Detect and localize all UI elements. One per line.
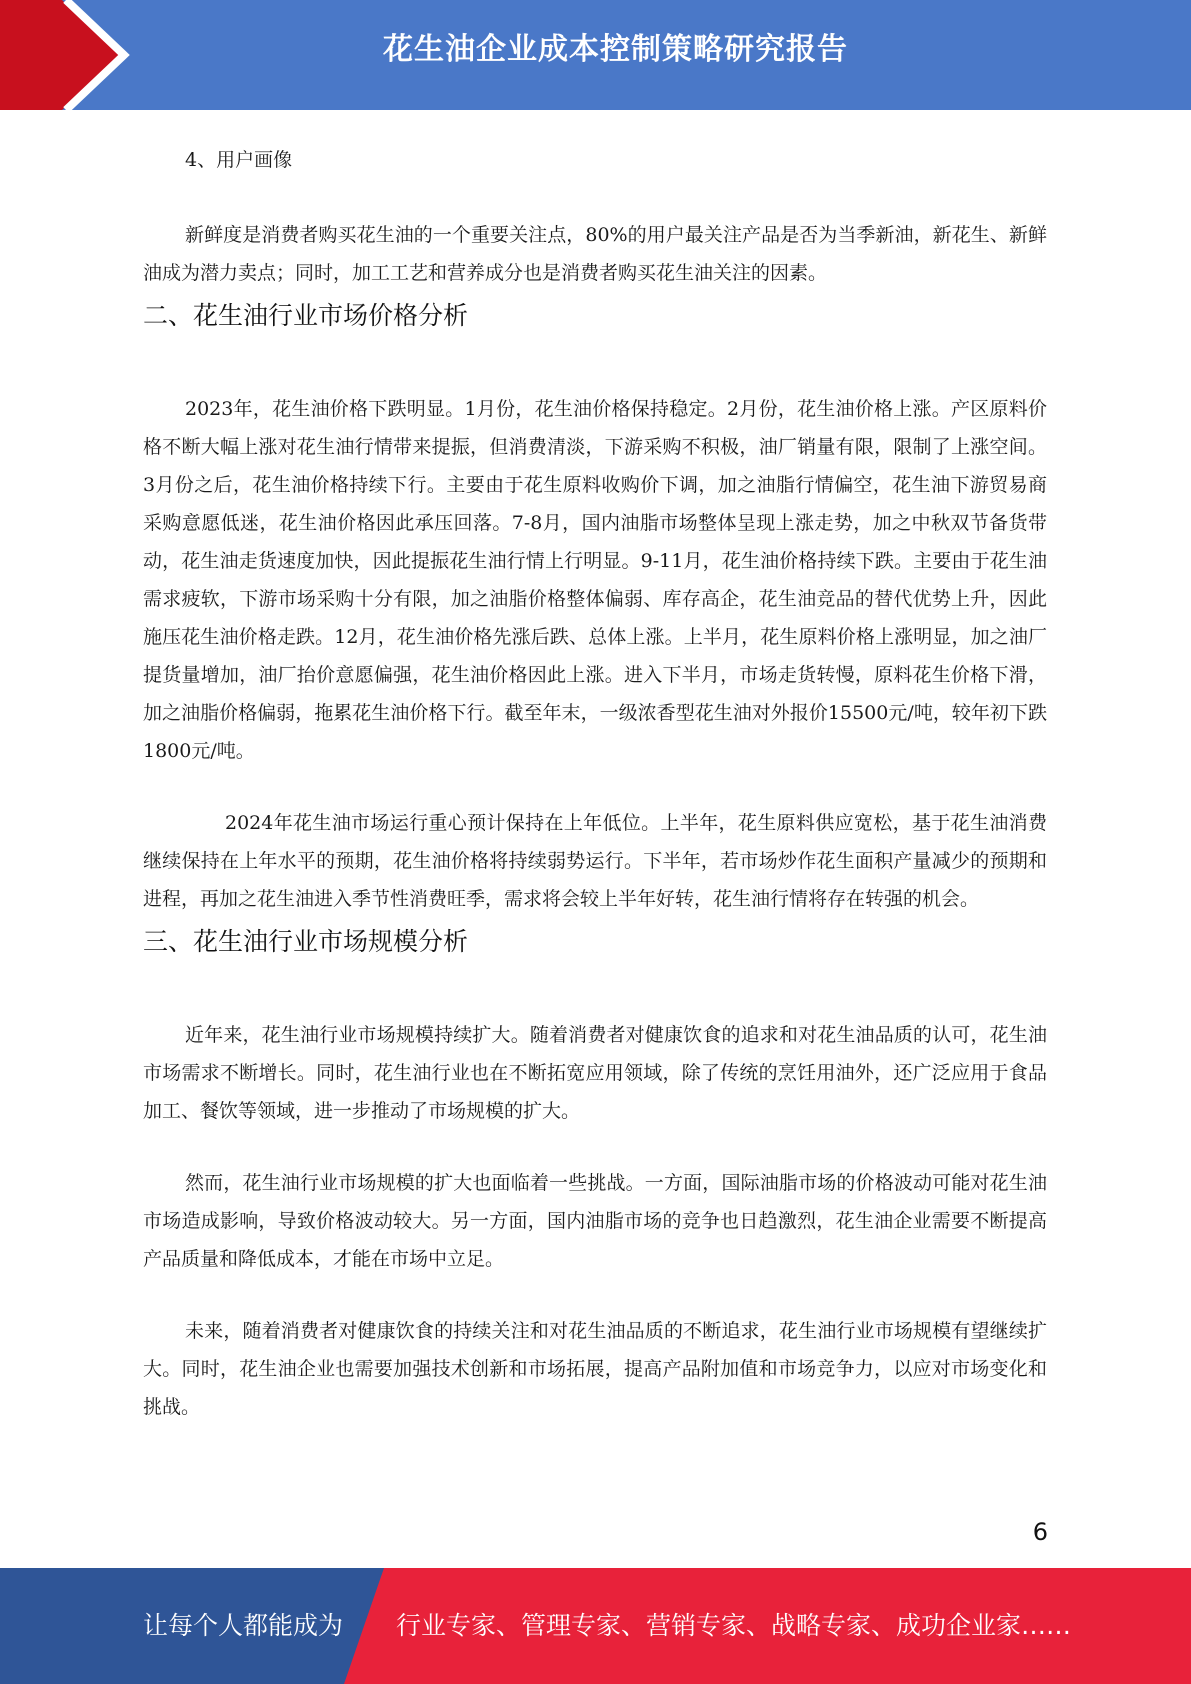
footer-slogan-left: 让每个人都能成为 bbox=[143, 1611, 344, 1640]
page-footer bbox=[0, 1568, 1191, 1684]
section-heading-price-analysis: 二、花生油行业市场价格分析 bbox=[143, 301, 469, 330]
paragraph-2023-prices: 2023年，花生油价格下跌明显。1月份，花生油价格保持稳定。2月份，花生油价格上涨。产区原料价格不断大幅上涨对花生油行情带来提振，但消费清淡，下游采购不积极，油厂销量有限，限制了上涨空间。3月份之后，花生油价格持续下行。主要由于花生原料收购价下调，加之油脂行情偏空，花生油下游贸易商采购意愿低迷，花生油价格因此承压回落。7-8月，国内油脂市场整体呈现上涨走势，加之中秋双节备货带动，花生油走货速度加快，因此提振花生油行情上行明显。9-11月，花生油价格持续下跌。主要由于花生油需求疲软，下游市场采购十分有限，加之油脂价格整体偏弱、库存高企，花生油竞品的替代优势上升，因此施压花生油价格走跌。12月，花生油价格先涨后跌、总体上涨。上半月，花生原料价格上涨明显，加之油厂提货量增加，油厂抬价意愿偏强，花生油价格因此上涨。进入下半月，市场走货转慢，原料花生价格下滑，加之油脂价格偏弱，拖累花生油价格下行。截至年末，一级浓香型花生油对外报价15500元/吨，较年初下跌1800元/吨。 bbox=[143, 398, 1047, 762]
page-header bbox=[0, 0, 1191, 110]
document-body bbox=[143, 130, 1047, 1426]
page-number: 6 bbox=[1032, 1518, 1048, 1546]
paragraph-market-future: 未来，随着消费者对健康饮食的持续关注和对花生油品质的不断追求，花生油行业市场规模有望继续扩大。同时，花生油企业也需要加强技术创新和市场拓展，提高产品附加值和市场竞争力，以应对市场变化和挑战。 bbox=[143, 1320, 1047, 1418]
report-title: 花生油企业成本控制策略研究报告 bbox=[383, 32, 848, 67]
subheading-user-profile: 4、用户画像 bbox=[185, 149, 293, 171]
paragraph-2024-outlook: 2024年花生油市场运行重心预计保持在上年低位。上半年，花生原料供应宽松，基于花生油消费继续保持在上年水平的预期，花生油价格将持续弱势运行。下半年，若市场炒作花生面积产量减少的预期和进程，再加之花生油进入季节性消费旺季，需求将会较上半年好转，花生油行情将存在转强的机会。 bbox=[143, 812, 1047, 910]
paragraph-freshness: 新鲜度是消费者购买花生油的一个重要关注点，80%的用户最关注产品是否为当季新油，新花生、新鲜油成为潜力卖点；同时，加工工艺和营养成分也是消费者购买花生油关注的因素。 bbox=[143, 224, 1047, 284]
paragraph-market-challenges: 然而，花生油行业市场规模的扩大也面临着一些挑战。一方面，国际油脂市场的价格波动可能对花生油市场造成影响，导致价格波动较大。另一方面，国内油脂市场的竞争也日趋激烈，花生油企业需要不断提高产品质量和降低成本，才能在市场中立足。 bbox=[143, 1172, 1047, 1270]
footer-slogan-right: 行业专家、管理专家、营销专家、战略专家、成功企业家…… bbox=[396, 1611, 1072, 1640]
paragraph-market-growth: 近年来，花生油行业市场规模持续扩大。随着消费者对健康饮食的追求和对花生油品质的认可，花生油市场需求不断增长。同时，花生油行业也在不断拓宽应用领域，除了传统的烹饪用油外，还广泛应用于食品加工、餐饮等领域，进一步推动了市场规模的扩大。 bbox=[143, 1024, 1047, 1122]
section-heading-market-size: 三、花生油行业市场规模分析 bbox=[143, 927, 469, 956]
